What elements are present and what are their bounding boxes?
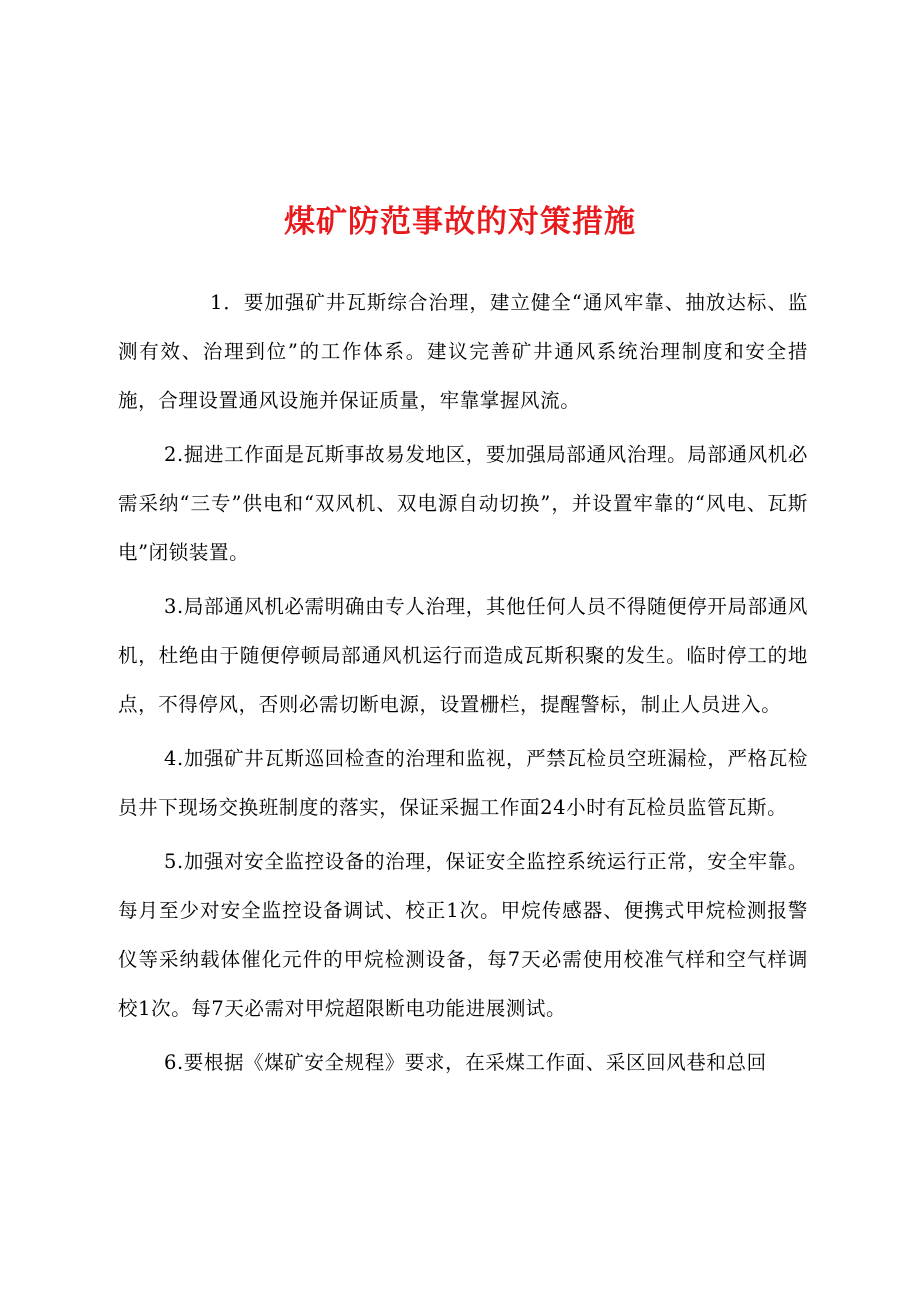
document-title: 煤矿防范事故的对策措施: [284, 204, 636, 240]
paragraph-4: 4.加强矿井瓦斯巡回检查的治理和监视，严禁瓦检员空班漏检，严格瓦检员井下现场交换班制度的落实，保证采掘工作面24小时有瓦检员监管瓦斯。: [118, 747, 808, 819]
paragraph-5: 5.加强对安全监控设备的治理，保证安全监控系统运行正常，安全牢靠。每月至少对安全监控设备调试、校正1次。甲烷传感器、便携式甲烷检测报警仪等采纳载体催化元件的甲烷检测设备，每7天必需使用校准气样和空气样调校1次。每7天必需对甲烷超限断电功能进展测试。: [118, 850, 808, 1020]
paragraph-1: 1．要加强矿井瓦斯综合治理，建立健全“通风牢靠、抽放达标、监测有效、治理到位”的工作体系。建议完善矿井通风系统治理制度和安全措施，合理设置通风设施并保证质量，牢靠掌握风流。: [118, 291, 808, 412]
document-body: [118, 278, 808, 1092]
paragraph-6: 6.要根据《煤矿安全规程》要求，在采煤工作面、采区回风巷和总回: [164, 1051, 767, 1074]
paragraph-2: 2.掘进工作面是瓦斯事故易发地区，要加强局部通风治理。局部通风机必需采纳“三专”供电和“双风机、双电源自动切换”，并设置牢靠的“风电、瓦斯电”闭锁装置。: [118, 443, 808, 564]
paragraph-3: 3.局部通风机必需明确由专人治理，其他任何人员不得随便停开局部通风机，杜绝由于随便停顿局部通风机运行而造成瓦斯积聚的发生。临时停工的地点，不得停风，否则必需切断电源，设置栅栏，提醒警标，制止人员进入。: [118, 595, 808, 716]
